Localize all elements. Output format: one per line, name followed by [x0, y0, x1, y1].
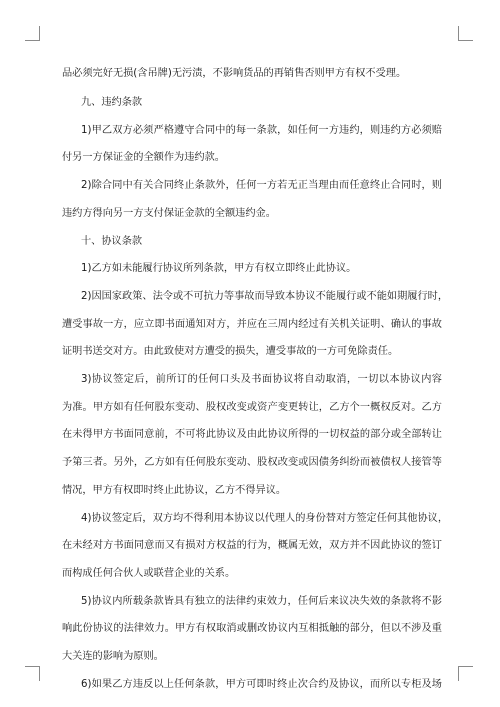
text-line: 付另一方保证金的全额作为违约款。 [62, 152, 225, 163]
text-line: 1)乙方如未能履行协议所列条款，甲方有权立即终止此协议。 [81, 263, 357, 274]
text-line: 3)协议签定后，前所订的任何口头及书面协议将自动取消，一切以本协议内容 [81, 374, 442, 385]
crop-mark-top-left [25, 26, 40, 41]
text-line: 品必须完好无损(含吊牌)无污渍，不影响货品的再销售否则甲方有权不受理。 [62, 68, 407, 79]
text-line: 响此份协议的法律效力。甲方有权取消或删改协议内互相抵触的部分，但以不涉及重 [62, 623, 442, 634]
text-line: 2)因国家政策、法令或不可抗力等事故而导致本协议不能履行或不能如期履行时， [81, 291, 449, 302]
text-line: 而构成任何合伙人或联营企业的关系。 [62, 568, 236, 579]
text-line: 证明书送交对方。由此致使对方遭受的损失，遭受事故的一方可免除责任。 [62, 346, 399, 357]
text-line: 情况，甲方有权即时终止此协议，乙方不得异议。 [62, 485, 287, 496]
text-line: 为准。甲方如有任何股东变动、股权改变或资产变更转让，乙方个一概权反对。乙方 [62, 402, 442, 413]
section-heading: 十、协议条款 [81, 236, 143, 247]
section-heading: 九、违约条款 [81, 97, 143, 108]
text-line: 予第三者。另外，乙方如有任何股东变动、股权改变或因债务纠纷而被债权人接管等 [62, 457, 442, 468]
text-line: 5)协议内所载条款皆具有独立的法律约束效力，任何后来议决失效的条款将不影 [81, 596, 442, 607]
text-line: 违约方得向另一方支付保证金款的全额违约金。 [62, 208, 276, 219]
text-line: 1)甲乙双方必须严格遵守合同中的每一条款，如任何一方违约，则违约方必须赔 [81, 125, 442, 136]
text-line: 大关连的影响为原则。 [62, 651, 164, 662]
crop-mark-bottom-left [25, 666, 40, 681]
crop-mark-bottom-right [458, 666, 473, 681]
text-line: 6)如果乙方违反以上任何条款，甲方可即时终止次合约及协议，而所以专柜及场 [81, 679, 442, 690]
text-line: 4)协议签定后，双方均不得利用本协议以代理人的身份替对方签定任何其他协议， [81, 513, 449, 524]
text-line: 在未经对方书面同意而又有损对方权益的行为，概属无效，双方并不因此协议的签订 [62, 540, 442, 551]
crop-mark-top-right [458, 26, 473, 41]
text-line: 2)除合同中有关合同终止条款外，任何一方若无正当理由而任意终止合同时，则 [81, 180, 442, 191]
text-line: 在未得甲方书面同意前，不可将此协议及由此协议所得的一切权益的部分或全部转让 [62, 429, 442, 440]
text-line: 遭受事故一方，应立即书面通知对方，并应在三周内经过有关机关证明、确认的事故 [62, 319, 442, 330]
